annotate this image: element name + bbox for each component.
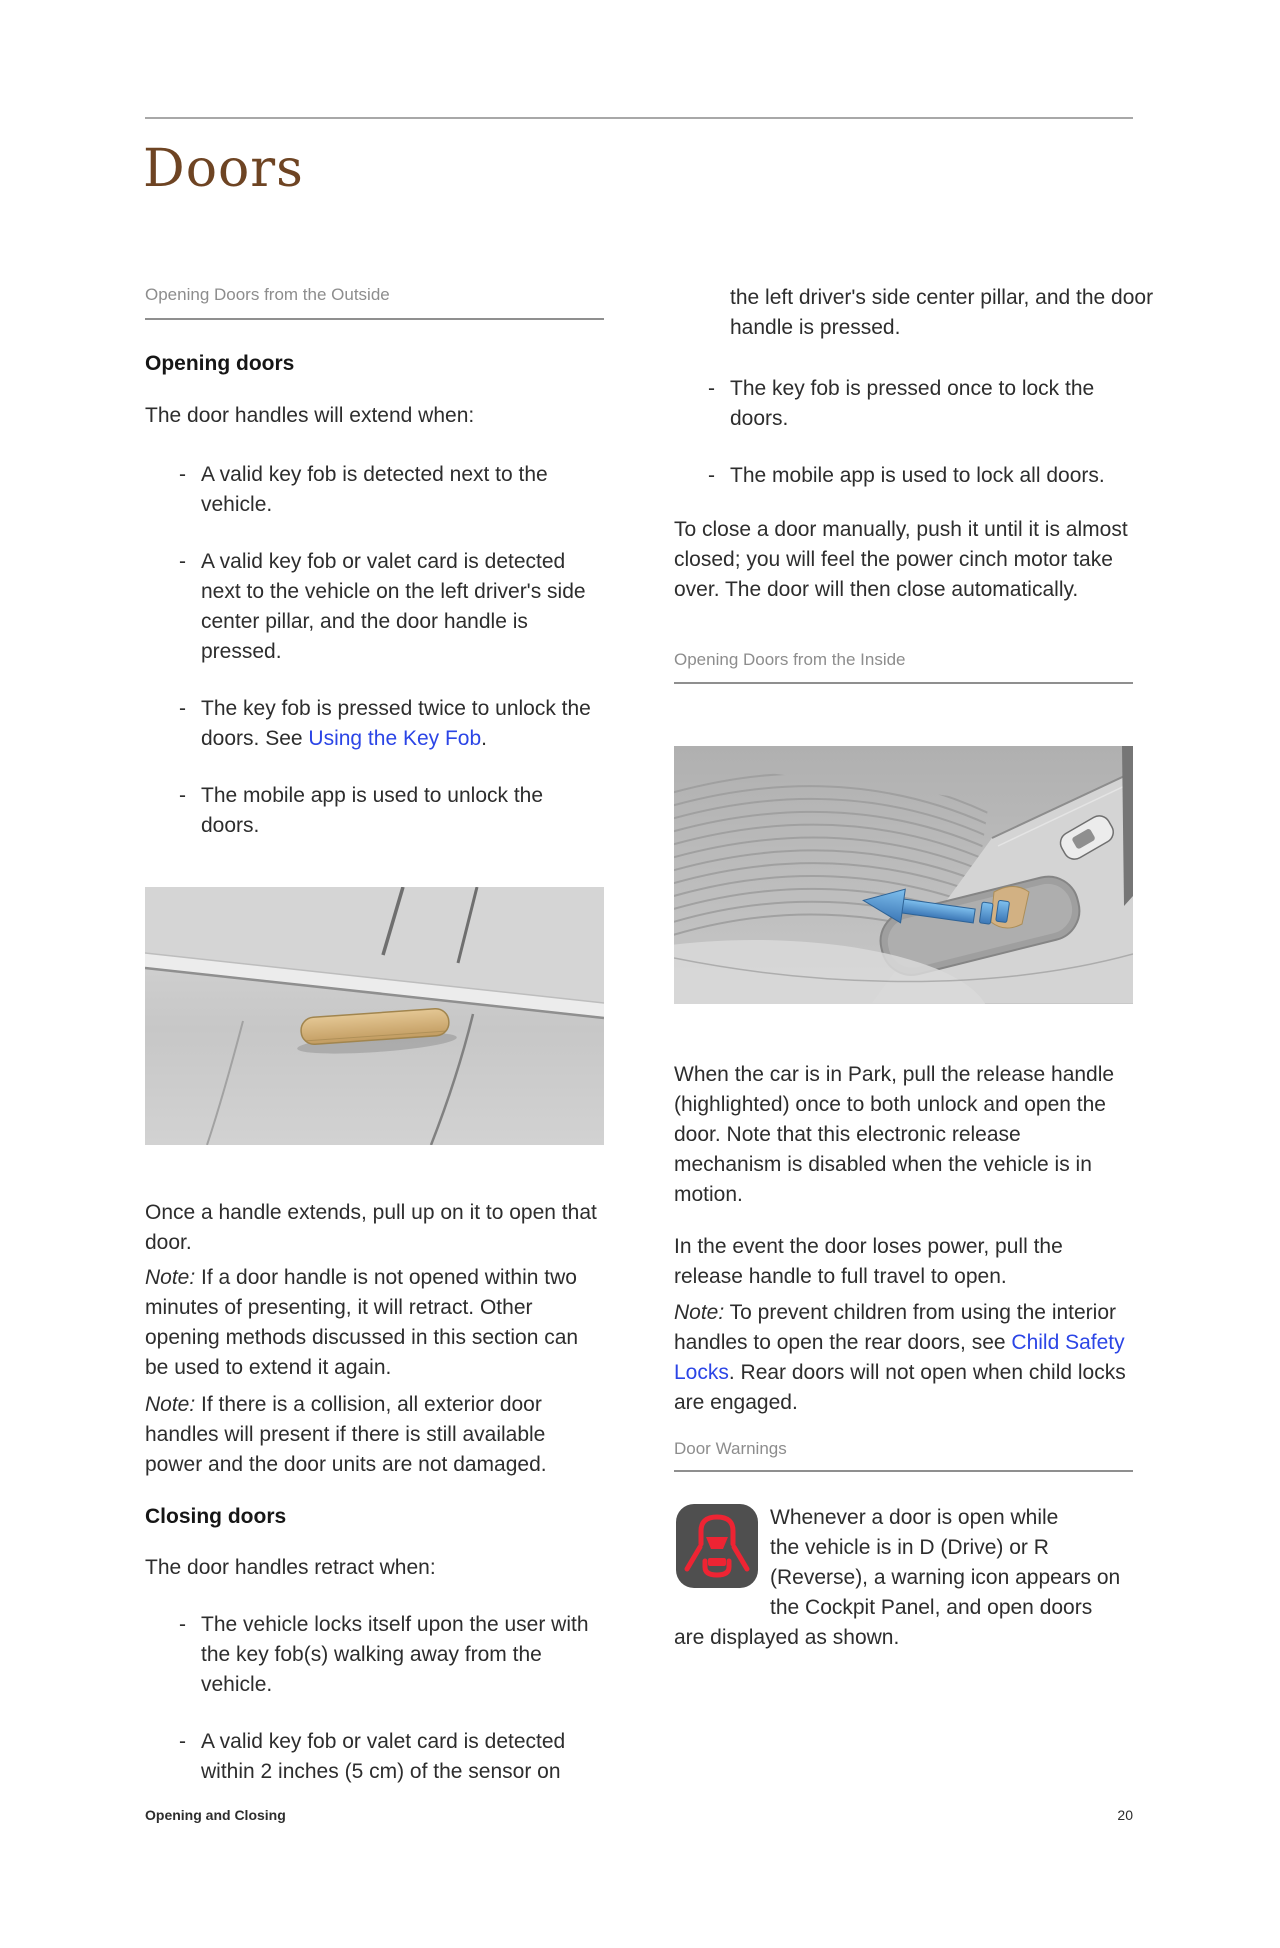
note-label: Note: [145,1393,196,1416]
bullet-dash: - [708,377,715,400]
note-label: Note: [674,1301,725,1324]
warning-line: the vehicle is in D (Drive) or R [770,1536,1049,1559]
page-number: 20 [1117,1807,1133,1823]
page-title: Doors [143,139,304,199]
bullet-continuation: the left driver's side center pillar, and the door handle is pressed. [730,286,1154,339]
bullet-item [145,547,604,667]
bullet-text: The vehicle locks itself upon the user with the key fob(s) walking away from the vehicle. [201,1613,589,1696]
bullet-item [674,461,1133,491]
bullet-dash: - [179,1613,186,1636]
note-child-locks [674,1298,1133,1418]
warning-line: (Reverse), a warning icon appears on [770,1566,1121,1589]
bullet-item [674,374,1133,434]
paragraph-door-warning [674,1503,1133,1653]
bullet-text: A valid key fob is detected next to the vehicle. [201,463,548,516]
paragraph-close-manually: To close a door manually, push it until it is almost closed; you will feel the power cinch motor take over. The door will then close automatically. [674,518,1128,601]
bullet-text: A valid key fob or valet card is detected within 2 inches (5 cm) of the sensor on [201,1730,566,1783]
footer-section-title: Opening and Closing [145,1807,286,1823]
exterior-door-handle-image [145,887,604,1145]
warning-line: are displayed as shown. [674,1626,900,1649]
note-text: To prevent children from using the interior handles to open the rear doors, see [674,1301,1117,1354]
note-text: . Rear doors will not open when child locks are engaged. [674,1361,1126,1414]
section-divider [674,1470,1133,1472]
section-divider [145,318,604,320]
bullet-text: A valid key fob or valet card is detected next to the vehicle on the left driver's side center pillar, and the door handle is pressed. [201,550,586,663]
bullet-dash: - [179,784,186,807]
bullet-dash: - [708,464,715,487]
bullet-dash: - [179,697,186,720]
paragraph-retract-intro: The door handles retract when: [145,1556,436,1579]
note-text: If a door handle is not opened within two minutes of presenting, it will retract. Other opening methods discussed in this section can be used to extend it again. [145,1266,579,1379]
bullet-item [145,1727,604,1787]
bullet-item [145,781,604,841]
note-retract [145,1263,604,1383]
warning-line: the Cockpit Panel, and open doors [770,1596,1093,1619]
bullet-dash: - [179,1730,186,1753]
section-label-door-warnings: Door Warnings [674,1439,787,1458]
bullet-item [145,1610,604,1700]
interior-door-release-image [674,746,1133,1004]
interior-door-illustration [674,746,1133,1004]
section-divider [674,682,1133,684]
link-using-the-key-fob[interactable]: Using the Key Fob [308,727,482,750]
closing-bullet-list [145,1610,604,1787]
bullet-item [145,460,604,520]
note-text: If there is a collision, all exterior door handles will present if there is still available power and the door units are not damaged. [145,1393,547,1476]
warning-line: Whenever a door is open while [770,1506,1059,1529]
lock-bullet-list [674,374,1133,491]
bullet-text: The key fob is pressed twice to unlock the doors. See [201,697,591,750]
bullet-dash: - [179,550,186,573]
paragraph-once-extends: Once a handle extends, pull up on it to open that door. [145,1201,597,1254]
bullet-dash: - [179,463,186,486]
bullet-text: . [481,727,488,750]
heading-opening-doors: Opening doors [145,352,295,375]
opening-bullet-list [145,460,604,841]
paragraph-power-loss: In the event the door loses power, pull the release handle to full travel to open. [674,1235,1063,1288]
exterior-door-illustration [145,887,604,1145]
paragraph-park-release: When the car is in Park, pull the release handle (highlighted) once to both unlock and open the door. Note that this electronic release mechanism is disabled when the vehicle is in motion. [674,1063,1115,1206]
bullet-item [145,694,604,754]
section-label-opening-outside: Opening Doors from the Outside [145,285,390,304]
heading-closing-doors: Closing doors [145,1505,287,1528]
bullet-text: The mobile app is used to lock all doors. [730,464,1105,487]
page-top-divider [145,117,1133,119]
paragraph-extend-intro: The door handles will extend when: [145,404,475,427]
bullet-text: The key fob is pressed once to lock the doors. [730,377,1095,430]
bullet-text: The mobile app is used to unlock the doors. [201,784,544,837]
note-collision [145,1390,604,1480]
section-label-opening-inside: Opening Doors from the Inside [674,650,906,669]
link-child-safety-locks[interactable]: Child Safety Locks [674,1331,1125,1384]
note-label: Note: [145,1266,196,1289]
